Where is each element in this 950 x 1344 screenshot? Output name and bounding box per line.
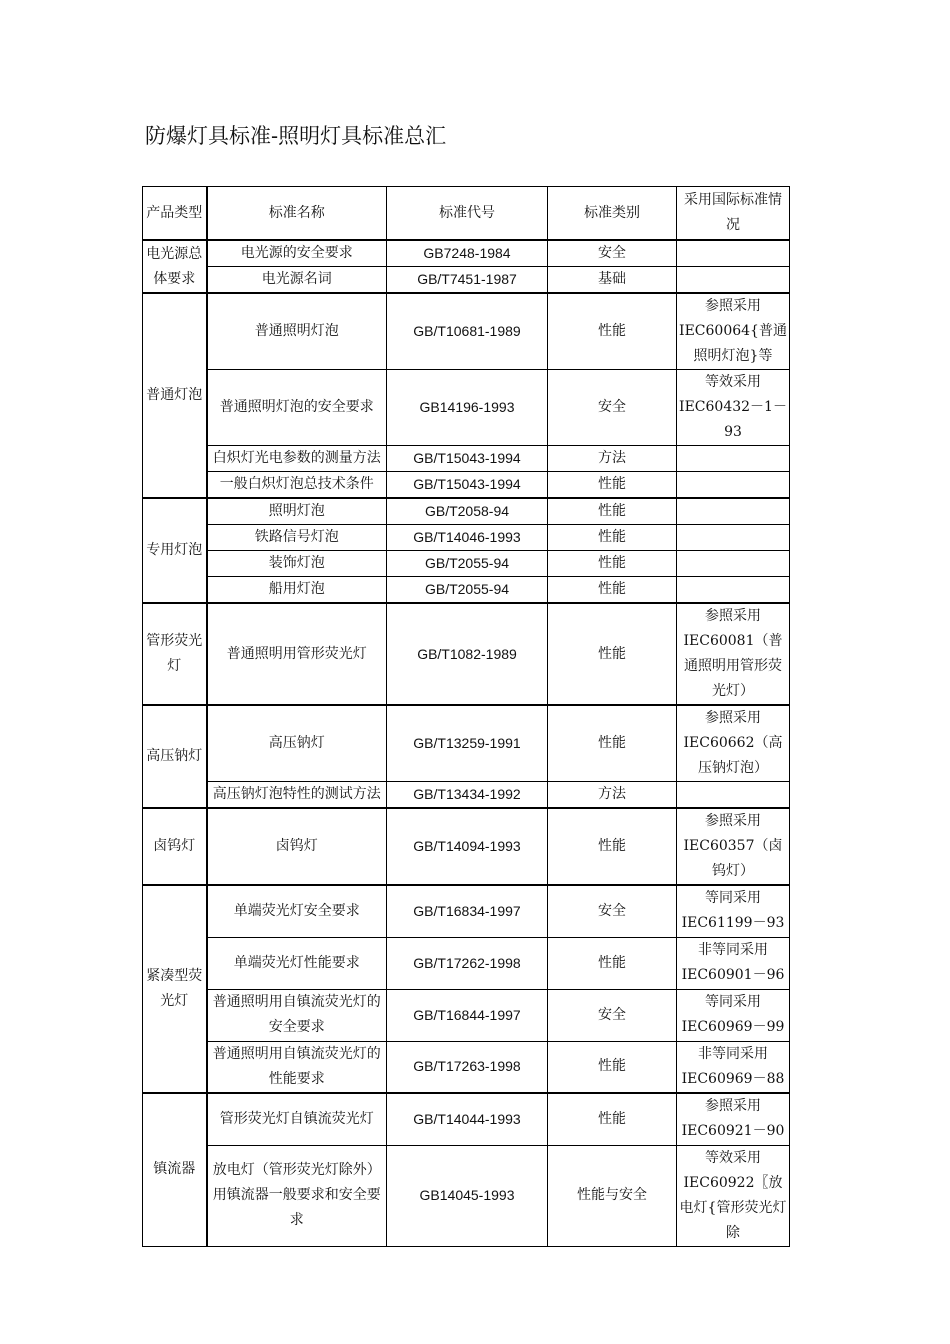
intl-adoption-cell bbox=[677, 577, 790, 604]
standard-type-cell: 性能 bbox=[548, 551, 677, 577]
intl-adoption-cell bbox=[677, 240, 790, 267]
product-type-cell: 专用灯泡 bbox=[143, 498, 207, 603]
table-row bbox=[143, 705, 790, 782]
standard-name-cell: 照明灯泡 bbox=[207, 498, 387, 525]
table-row bbox=[143, 446, 790, 472]
intl-adoption-cell: 参照采用IEC60357（卤钨灯） bbox=[677, 808, 790, 885]
table-row bbox=[143, 472, 790, 499]
product-type-cell: 卤钨灯 bbox=[143, 808, 207, 885]
table-row bbox=[143, 603, 790, 705]
standard-code-cell: GB/T15043-1994 bbox=[387, 446, 548, 472]
standard-name-cell: 普通照明灯泡的安全要求 bbox=[207, 370, 387, 446]
standard-type-cell: 性能 bbox=[548, 525, 677, 551]
standard-code-cell: GB/T2055-94 bbox=[387, 577, 548, 604]
standard-code-cell: GB/T7451-1987 bbox=[387, 267, 548, 294]
table-row bbox=[143, 498, 790, 525]
header-intl-adoption: 采用国际标准情况 bbox=[677, 187, 790, 241]
product-type-cell: 电光源总体要求 bbox=[143, 240, 207, 293]
standard-type-cell: 方法 bbox=[548, 782, 677, 809]
standard-code-cell: GB/T16844-1997 bbox=[387, 989, 548, 1041]
standard-name-cell: 卤钨灯 bbox=[207, 808, 387, 885]
standard-type-cell: 性能 bbox=[548, 1093, 677, 1145]
header-standard-name: 标准名称 bbox=[207, 187, 387, 241]
product-type-cell: 高压钠灯 bbox=[143, 705, 207, 808]
intl-adoption-cell: 非等同采用IEC60901－96 bbox=[677, 937, 790, 989]
table-row bbox=[143, 989, 790, 1041]
standard-code-cell: GB/T14094-1993 bbox=[387, 808, 548, 885]
standard-type-cell: 性能 bbox=[548, 808, 677, 885]
standard-code-cell: GB/T2055-94 bbox=[387, 551, 548, 577]
standard-type-cell: 安全 bbox=[548, 989, 677, 1041]
standard-name-cell: 普通照明用管形荧光灯 bbox=[207, 603, 387, 705]
intl-adoption-cell: 等同采用IEC61199－93 bbox=[677, 885, 790, 937]
product-type-cell: 管形荧光灯 bbox=[143, 603, 207, 705]
standard-name-cell: 电光源的安全要求 bbox=[207, 240, 387, 267]
product-type-cell: 普通灯泡 bbox=[143, 293, 207, 498]
intl-adoption-cell bbox=[677, 472, 790, 499]
standard-type-cell: 性能 bbox=[548, 937, 677, 989]
header-product-type: 产品类型 bbox=[143, 187, 207, 241]
table-row bbox=[143, 1145, 790, 1246]
intl-adoption-cell bbox=[677, 782, 790, 809]
page-title: 防爆灯具标准-照明灯具标准总汇 bbox=[145, 124, 447, 148]
intl-adoption-cell bbox=[677, 446, 790, 472]
product-type-cell: 镇流器 bbox=[143, 1093, 207, 1246]
standard-name-cell: 装饰灯泡 bbox=[207, 551, 387, 577]
product-type-cell: 紧凑型荧光灯 bbox=[143, 885, 207, 1093]
standard-name-cell: 船用灯泡 bbox=[207, 577, 387, 604]
standard-code-cell: GB/T10681-1989 bbox=[387, 293, 548, 370]
standard-name-cell: 管形荧光灯自镇流荧光灯 bbox=[207, 1093, 387, 1145]
intl-adoption-cell: 等效采用IEC60922〖放电灯{管形荧光灯除 bbox=[677, 1145, 790, 1246]
standard-code-cell: GB7248-1984 bbox=[387, 240, 548, 267]
standard-name-cell: 电光源名词 bbox=[207, 267, 387, 294]
intl-adoption-cell bbox=[677, 498, 790, 525]
intl-adoption-cell bbox=[677, 525, 790, 551]
intl-adoption-cell: 参照采用IEC60662（高压钠灯泡） bbox=[677, 705, 790, 782]
standard-type-cell: 基础 bbox=[548, 267, 677, 294]
standard-type-cell: 性能 bbox=[548, 472, 677, 499]
standard-code-cell: GB/T16834-1997 bbox=[387, 885, 548, 937]
standards-table bbox=[142, 186, 790, 1247]
table-row bbox=[143, 525, 790, 551]
standard-code-cell: GB/T14044-1993 bbox=[387, 1093, 548, 1145]
table-row bbox=[143, 267, 790, 294]
intl-adoption-cell bbox=[677, 267, 790, 294]
standard-code-cell: GB14045-1993 bbox=[387, 1145, 548, 1246]
standard-name-cell: 普通照明用自镇流荧光灯的性能要求 bbox=[207, 1041, 387, 1093]
standard-type-cell: 性能与安全 bbox=[548, 1145, 677, 1246]
standard-code-cell: GB/T13434-1992 bbox=[387, 782, 548, 809]
table-row bbox=[143, 782, 790, 809]
standard-name-cell: 单端荧光灯安全要求 bbox=[207, 885, 387, 937]
table-row bbox=[143, 370, 790, 446]
standard-name-cell: 普通照明用自镇流荧光灯的安全要求 bbox=[207, 989, 387, 1041]
table-row bbox=[143, 937, 790, 989]
table-row bbox=[143, 1093, 790, 1145]
standard-type-cell: 性能 bbox=[548, 293, 677, 370]
standard-type-cell: 性能 bbox=[548, 705, 677, 782]
standard-name-cell: 单端荧光灯性能要求 bbox=[207, 937, 387, 989]
standard-type-cell: 安全 bbox=[548, 370, 677, 446]
standard-code-cell: GB14196-1993 bbox=[387, 370, 548, 446]
standard-name-cell: 铁路信号灯泡 bbox=[207, 525, 387, 551]
intl-adoption-cell: 等同采用IEC60969－99 bbox=[677, 989, 790, 1041]
table-row bbox=[143, 808, 790, 885]
standard-code-cell: GB/T17262-1998 bbox=[387, 937, 548, 989]
header-standard-type: 标准类别 bbox=[548, 187, 677, 241]
standard-name-cell: 白炽灯光电参数的测量方法 bbox=[207, 446, 387, 472]
intl-adoption-cell bbox=[677, 551, 790, 577]
header-standard-code: 标准代号 bbox=[387, 187, 548, 241]
standard-type-cell: 安全 bbox=[548, 240, 677, 267]
standard-name-cell: 普通照明灯泡 bbox=[207, 293, 387, 370]
standard-code-cell: GB/T14046-1993 bbox=[387, 525, 548, 551]
standard-type-cell: 方法 bbox=[548, 446, 677, 472]
table-header-row bbox=[143, 187, 790, 241]
standard-name-cell: 高压钠灯 bbox=[207, 705, 387, 782]
standard-code-cell: GB/T15043-1994 bbox=[387, 472, 548, 499]
standard-type-cell: 安全 bbox=[548, 885, 677, 937]
standard-type-cell: 性能 bbox=[548, 498, 677, 525]
standard-code-cell: GB/T1082-1989 bbox=[387, 603, 548, 705]
table-row bbox=[143, 1041, 790, 1093]
standard-name-cell: 放电灯（管形荧光灯除外）用镇流器一般要求和安全要求 bbox=[207, 1145, 387, 1246]
intl-adoption-cell: 参照采用IEC60921－90 bbox=[677, 1093, 790, 1145]
table-row bbox=[143, 885, 790, 937]
intl-adoption-cell: 非等同采用IEC60969－88 bbox=[677, 1041, 790, 1093]
table-row bbox=[143, 551, 790, 577]
intl-adoption-cell: 参照采用IEC60081（普通照明用管形荧光灯） bbox=[677, 603, 790, 705]
standard-name-cell: 高压钠灯泡特性的测试方法 bbox=[207, 782, 387, 809]
standard-type-cell: 性能 bbox=[548, 1041, 677, 1093]
standard-code-cell: GB/T2058-94 bbox=[387, 498, 548, 525]
standard-type-cell: 性能 bbox=[548, 603, 677, 705]
table-row bbox=[143, 240, 790, 267]
table-body bbox=[143, 240, 790, 1246]
intl-adoption-cell: 参照采用IEC60064{普通照明灯泡}等 bbox=[677, 293, 790, 370]
intl-adoption-cell: 等效采用IEC60432－1－93 bbox=[677, 370, 790, 446]
table-row bbox=[143, 577, 790, 604]
standard-code-cell: GB/T17263-1998 bbox=[387, 1041, 548, 1093]
standard-code-cell: GB/T13259-1991 bbox=[387, 705, 548, 782]
standard-type-cell: 性能 bbox=[548, 577, 677, 604]
table-row bbox=[143, 293, 790, 370]
standard-name-cell: 一般白炽灯泡总技术条件 bbox=[207, 472, 387, 499]
